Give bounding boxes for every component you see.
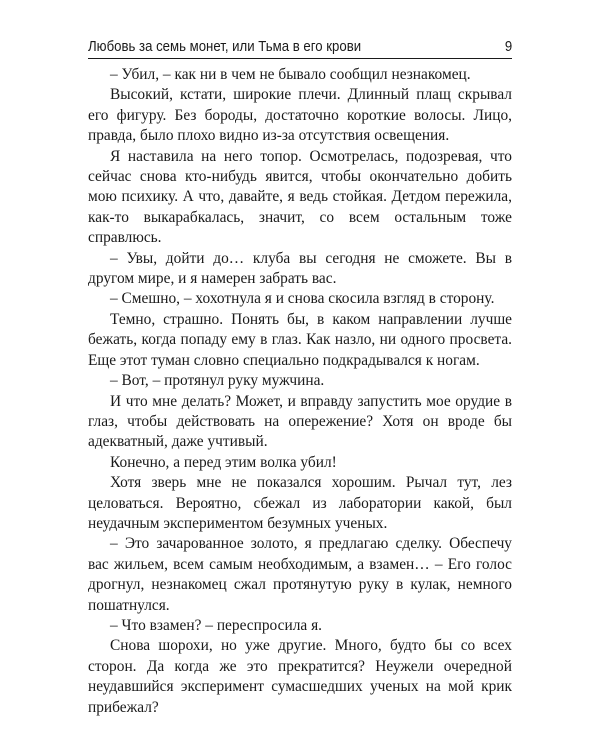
book-title: Любовь за семь монет, или Тьма в его крови (88, 38, 362, 55)
header-rule (88, 58, 512, 59)
page-body (88, 65, 512, 718)
paragraph: Конечно, а перед этим волка убил! (110, 453, 337, 471)
paragraph: – Это зачарованное золото, я предлагаю сделку. Обеспечу вас жильем, всем самым необходимым, а взамен… – Его голос дрогнул, незнакомец сжал протянутую руку в кулак, немного пошатнулся. (88, 535, 512, 614)
paragraph: – Что взамен? – переспросила я. (110, 616, 322, 634)
paragraph: Я наставила на него топор. Осмотрелась, подозревая, что сейчас снова кто-нибудь явится, чтобы окончательно добить мою психику. А что, давайте, я ведь стойкая. Детдом пережила, как-то выкарабкалась, значит, со всем остальным тоже справлюсь. (88, 147, 512, 247)
paragraph: Высокий, кстати, широкие плечи. Длинный плащ скрывал его фигуру. Без бороды, достаточно короткие волосы. Лицо, правда, было плохо видно из-за отсутствия освещения. (88, 86, 512, 145)
paragraph: Хотя зверь мне не показался хорошим. Рычал тут, лез целоваться. Вероятно, сбежал из лаборатории какой, был неудачным экспериментом безумных ученых. (88, 474, 512, 532)
paragraph: – Убил, – как ни в чем не бывало сообщил незнакомец. (110, 66, 471, 83)
paragraph: – Вот, – протянул руку мужчина. (110, 372, 325, 390)
paragraph: – Увы, дойти до… клуба вы сегодня не сможете. Вы в другом мире, и я намерен забрать вас. (88, 249, 512, 288)
paragraph: Темно, страшно. Понять бы, в каком направлении лучше бежать, когда попаду ему в глаз. Как назло, ни одного просвета. Еще этот туман словно специально подкрадывался к ногам. (88, 310, 512, 369)
running-header (88, 33, 512, 55)
paragraph: Снова шорохи, но уже другие. Много, будто бы со всех сторон. Да когда же это прекратится? Неужели очередной неудавшийся эксперимент сумасшедших ученых на мой крик прибежал? (88, 637, 512, 716)
paragraph: И что мне делать? Может, и вправду запустить мое орудие в глаз, чтобы действовать на опережение? Хотя он вроде бы адекватный, даже учтивый. (88, 392, 512, 451)
paragraph: – Смешно, – хохотнула я и снова скосила взгляд в сторону. (110, 290, 495, 308)
page-number: 9 (504, 38, 513, 55)
